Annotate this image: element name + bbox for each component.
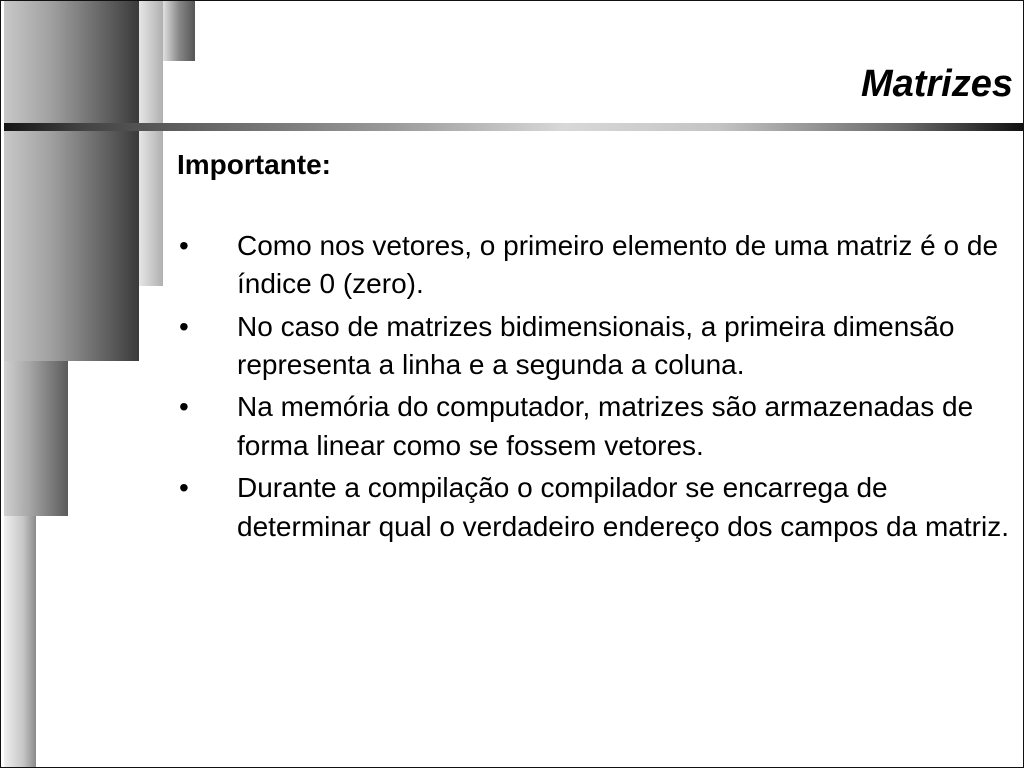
section-heading: Importante:	[177, 149, 331, 180]
bullet-text: Na memória do computador, matrizes são armazenadas de forma linear como se fossem vetores.	[237, 391, 974, 461]
decorative-bar	[139, 1, 163, 286]
bullet-text: Durante a compilação o compilador se encarrega de determinar qual o verdadeiro endereço dos campos da matriz.	[237, 472, 1009, 542]
bullet-text: Como nos vetores, o primeiro elemento de uma matriz é o de índice 0 (zero).	[237, 230, 999, 300]
slide-body	[177, 147, 1017, 550]
bullet-item	[177, 388, 1017, 465]
bullet-item	[177, 227, 1017, 304]
decorative-bar	[4, 516, 36, 767]
decorative-bar	[4, 361, 68, 516]
decorative-bar	[4, 1, 139, 361]
decorative-bar	[163, 1, 195, 61]
bullet-item	[177, 469, 1017, 546]
bullet-list	[177, 227, 1017, 546]
slide-title: Matrizes	[860, 63, 1013, 105]
title-divider	[4, 123, 1023, 131]
bullet-item	[177, 308, 1017, 385]
bullet-icon: •	[179, 391, 189, 423]
bullet-icon: •	[179, 230, 189, 261]
bullet-text: No caso de matrizes bidimensionais, a primeira dimensão representa a linha e a segunda a coluna.	[237, 310, 955, 381]
bullet-icon: •	[179, 472, 189, 504]
bullet-icon: •	[179, 310, 189, 342]
